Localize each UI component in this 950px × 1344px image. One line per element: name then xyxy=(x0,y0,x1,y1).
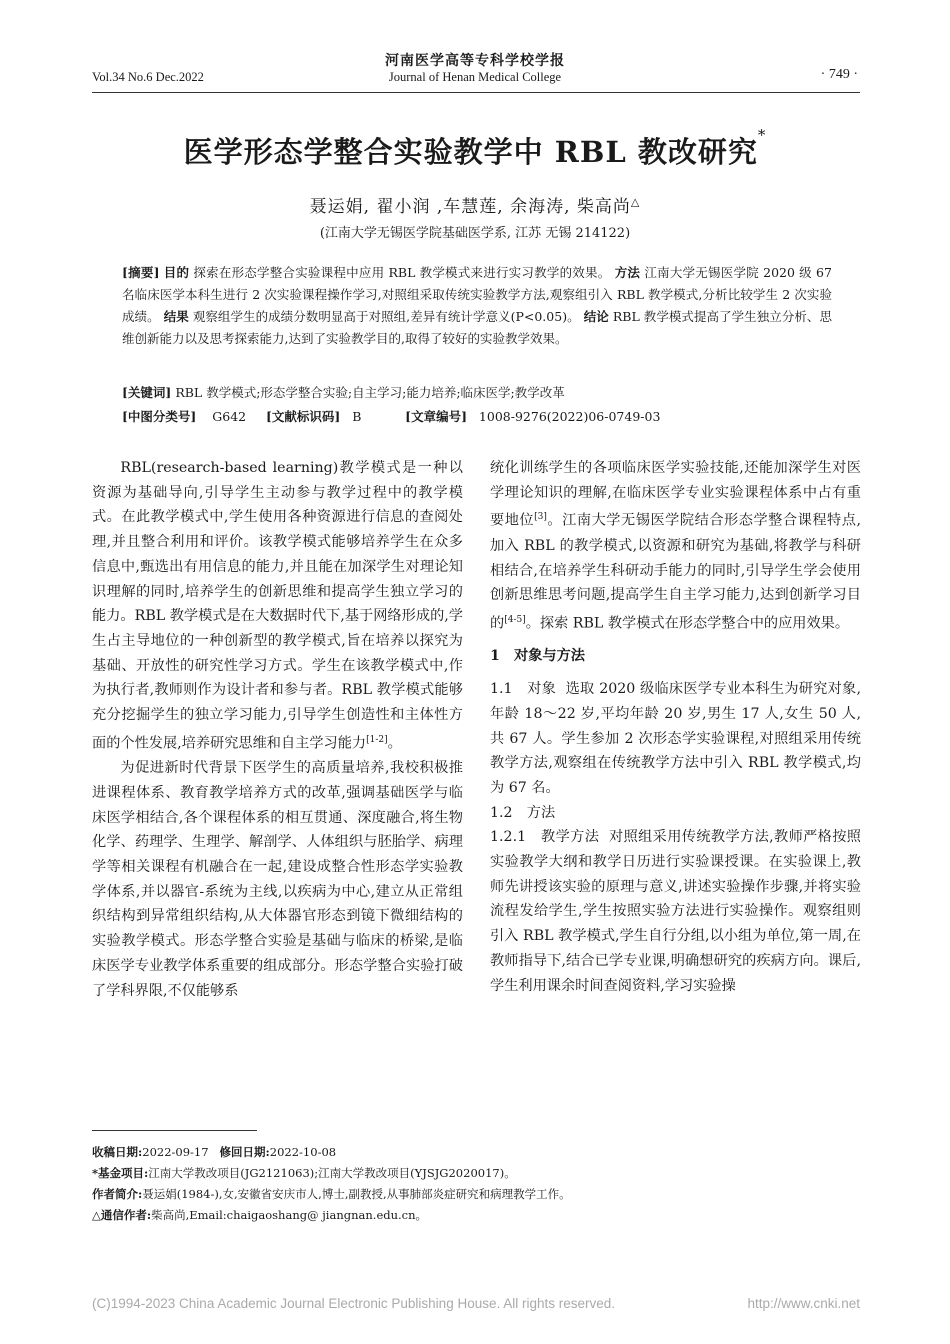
result-text: 观察组学生的成绩分数明显高于对照组,差异有统计学意义(P<0.05)。 xyxy=(192,309,580,324)
aim-label: 目的 xyxy=(163,265,190,280)
revised-date: 2022-10-08 xyxy=(269,1145,337,1159)
authors xyxy=(0,192,950,217)
article-title xyxy=(0,126,950,171)
header-rule xyxy=(92,92,860,93)
clc-label: [中图分类号] xyxy=(122,409,197,424)
copyright-text: (C)1994-2023 China Academic Journal Electronic Publishing House. All rights reserved. xyxy=(92,1296,616,1311)
paragraph-text: 。江南大学无锡医学院结合形态学整合课程特点,加入 RBL 的教学模式,以资源和研究为基础,将教学与科研相结合,在培养学生科研动手能力的同时,引导学生学会使用创新思维思考问题,提高学生自主学习能力,达到创新学习目的 xyxy=(490,513,861,632)
conclusion-text: RBL 教学模式提高了学生独立分析、思维创新能力以及思考探索能力,达到了实验教学目的,取得了较好的实验教学效果。 xyxy=(122,309,832,346)
paragraph-text: RBL(research-based learning)教学模式是一种以资源为基础导向,引导学生主动参与教学过程中的教学模式。在此教学模式中,学生使用各种资源进行信息的查阅处理,并且整合利用和评价。该教学模式能够培养学生在众多信息中,甄选出有用信息的能力,并且能在加深学生对理论知识理解的同时,培养学生的创新思维和提高学生独立学习的能力。RBL 教学模式是在大数据时代下,基于网络形成的,学生占主导地位的一种创新型的教学模式,旨在培养以探究为基础、开放性的研究性学习方式。学生在该教学模式中,作为执行者,教师则作为设计者和参与者。RBL 教学模式能够充分挖掘学生的独立学习能力,引导学生创造性和主体性方面的个性发展,培养研究思维和自主学习能力 xyxy=(92,460,463,752)
citation: [4-5] xyxy=(504,614,526,625)
subsection-label: 1.2.1 教学方法 xyxy=(490,829,600,846)
citation: [3] xyxy=(534,512,547,523)
clc-value: G642 xyxy=(212,409,247,424)
paragraph-end: 。 xyxy=(387,735,402,752)
author-names: 聂运娟, 翟小润 ,车慧莲, 余海涛, 柴高尚 xyxy=(309,197,631,217)
paragraph-text: 统化训练学生的各项临床医学实验技能,还能加深学生对医学理论知识的理解,在临床医学专业实验课程体系中占有重要地位 xyxy=(490,460,861,530)
author-bio-label: 作者简介: xyxy=(92,1187,143,1201)
subsection-text: 对照组采用传统教学方法,教师严格按照实验教学大纲和教学日历进行实验课授课。在实验课上,教师先讲授该实验的原理与意义,讲述实验操作步骤,并将实验流程发给学生,学生按照实验方法进行实验操作。观察组则引入 RBL 教学模式,学生自行分组,以小组为单位,第一周,在教师指导下,结合已学专业课,明确想研究的疾病方向。课后,学生利用课余时间查阅资料,学习实验操 xyxy=(490,829,861,994)
aim-text: 探索在形态学整合实验课程中应用 RBL 教学模式来进行实习教学的效果。 xyxy=(193,265,611,280)
abstract-label: [摘要] xyxy=(122,265,160,280)
subsection-1-2-heading: 1.2 方法 xyxy=(490,804,556,821)
conclusion-label: 结论 xyxy=(583,309,609,324)
body-paragraph xyxy=(92,456,463,756)
dates-line xyxy=(92,1142,860,1163)
journal-name-en: Journal of Henan Medical College xyxy=(388,70,562,84)
fund-text: 江南大学教改项目(JG2121063);江南大学教改项目(YJSJG2020017)。 xyxy=(148,1166,516,1180)
subsection-1-1 xyxy=(490,677,861,801)
correspondence-text: 柴高尚,Email:chaigaoshang@ jiangnan.edu.cn。 xyxy=(151,1208,428,1222)
journal-name-cn: 河南医学高等专科学校学报 xyxy=(385,53,565,69)
correspondence-label: △通信作者: xyxy=(92,1208,152,1222)
right-column xyxy=(490,456,861,998)
citation: [1-2] xyxy=(366,734,388,745)
left-column xyxy=(92,456,463,1003)
received-date: 2022-09-17 xyxy=(142,1145,209,1159)
subsection-text: 选取 2020 级临床医学专业本科生为研究对象,年龄 18～22 岁,平均年龄 20 岁,男生 17 人,女生 50 人,共 67 人。学生参加 2 次形态学实验课程,对照组采用传统教学方法,观察组在传统教学方法中引入 RBL 教学模式,均为 67 名。 xyxy=(490,681,861,796)
result-label: 结果 xyxy=(163,309,189,324)
copyright-watermark xyxy=(92,1296,860,1311)
article-number-label: [文章编号] xyxy=(405,409,467,424)
subsection-1-2-1 xyxy=(490,825,861,998)
affiliation: (江南大学无锡医学院基础医学系, 江苏 无锡 214122) xyxy=(319,226,631,241)
corresponding-mark: △ xyxy=(630,195,641,209)
title-fund-mark: * xyxy=(757,126,767,144)
author-bio-text: 聂运娟(1984-),女,安徽省安庆市人,博士,副教授,从事肺部炎症研究和病理教学工作。 xyxy=(142,1187,571,1201)
revised-label: 修回日期: xyxy=(219,1145,270,1159)
page-number: · 749 · xyxy=(820,67,858,82)
keywords xyxy=(122,382,832,404)
keywords-text: RBL 教学模式;形态学整合实验;自主学习;能力培养;临床医学;教学改革 xyxy=(175,385,565,400)
abstract xyxy=(122,262,832,350)
body-paragraph xyxy=(490,456,861,636)
fund-label: *基金项目: xyxy=(92,1166,149,1180)
method-text: 江南大学无锡医学院 2020 级 67 名临床医学本科生进行 2 次实验课程操作学习,对照组采取传统实验教学方法,观察组引入 RBL 教学模式,分析比较学生 2 次实验成绩。 xyxy=(122,265,832,324)
paragraph-text: 。探索 RBL 教学模式在形态学整合中的应用效果。 xyxy=(525,615,850,632)
volume-info: Vol.34 No.6 Dec.2022 xyxy=(92,70,204,84)
cnki-link[interactable]: http://www.cnki.net xyxy=(747,1296,860,1311)
subsection-label: 1.1 对象 xyxy=(490,681,557,698)
method-label: 方法 xyxy=(614,265,641,280)
section-heading: 1 对象与方法 xyxy=(490,648,585,665)
title-text: 医学形态学整合实验教学中 RBL 教改研究 xyxy=(183,135,758,169)
author-bio-line xyxy=(92,1184,860,1205)
doc-code-label: [文献标识码] xyxy=(265,409,341,424)
footnote-rule xyxy=(92,1130,257,1131)
keywords-label: [关键词] xyxy=(122,385,172,400)
article-number-value: 1008-9276(2022)06-0749-03 xyxy=(478,409,661,424)
classification xyxy=(122,406,832,428)
correspondence-line xyxy=(92,1205,860,1226)
body-paragraph: 为促进新时代背景下医学生的高质量培养,我校积极推进课程体系、教育教学培养方式的改革,强调基础医学与临床医学相结合,各个课程体系的相互贯通、深度融合,将生物化学、药理学、生理学、解剖学、人体组织与胚胎学、病理学等相关课程有机融合在一起,建设成整合性形态学实验教学体系,并以器官-系统为主线,以疾病为中心,建立从正常组织结构到异常组织结构,从大体器官形态到镜下微细结构的实验教学模式。形态学整合实验是基础与临床的桥梁,是临床医学专业教学体系重要的组成部分。形态学整合实验打破了学科界限,不仅能够系 xyxy=(92,760,463,999)
doc-code-value: B xyxy=(352,409,362,424)
received-label: 收稿日期: xyxy=(92,1145,143,1159)
fund-line xyxy=(92,1163,860,1184)
footnotes xyxy=(92,1142,860,1226)
